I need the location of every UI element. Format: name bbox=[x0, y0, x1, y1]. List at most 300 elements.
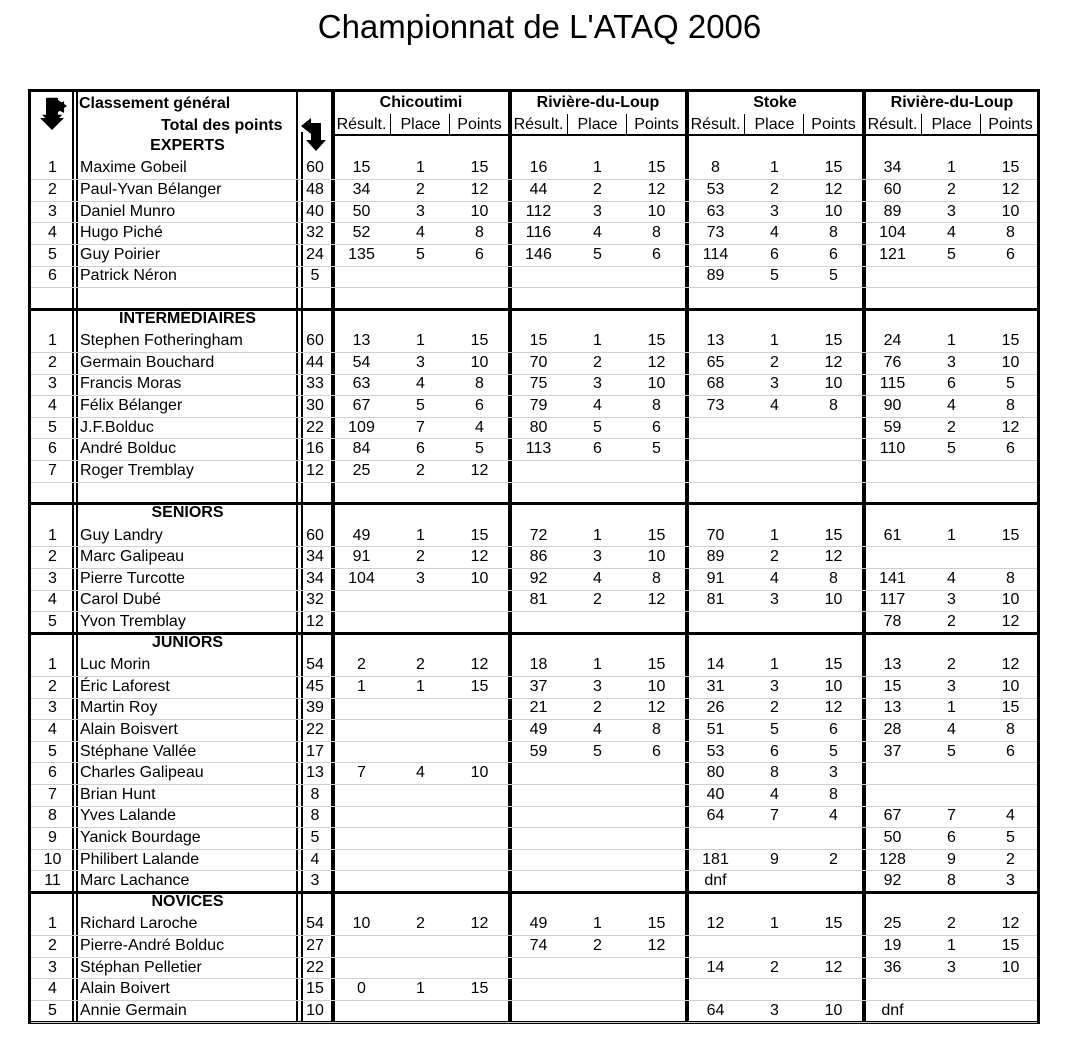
result-cell bbox=[922, 978, 981, 1000]
result-cell: 89 bbox=[883, 202, 902, 220]
result-cell: 5 bbox=[770, 720, 779, 738]
result-cell bbox=[391, 935, 450, 957]
result-cell bbox=[981, 460, 1040, 482]
column-header: Résult. bbox=[867, 115, 918, 133]
rank-cell: 3 bbox=[48, 569, 57, 587]
result-cell: 5 bbox=[947, 245, 956, 263]
result-cell: 1 bbox=[947, 699, 956, 717]
result-cell: 2 bbox=[947, 915, 956, 933]
result-cell bbox=[391, 870, 450, 892]
total-points: 54 bbox=[306, 915, 324, 933]
rank-cell: 9 bbox=[48, 828, 57, 846]
result-cell bbox=[864, 784, 921, 806]
result-cell: 9 bbox=[947, 850, 956, 868]
result-cell bbox=[745, 438, 804, 460]
result-cell: 1 bbox=[416, 677, 425, 695]
table-row bbox=[31, 611, 1037, 633]
total-points: 22 bbox=[306, 418, 324, 436]
result-cell: 4 bbox=[947, 224, 956, 242]
result-cell: 1 bbox=[947, 526, 956, 544]
result-cell: 10 bbox=[1001, 591, 1020, 609]
result-cell: 3 bbox=[416, 569, 425, 587]
competitor-name bbox=[77, 482, 301, 504]
total-points: 60 bbox=[306, 526, 324, 544]
rank-cell bbox=[31, 287, 74, 309]
result-cell: 2 bbox=[593, 699, 602, 717]
result-cell bbox=[391, 827, 450, 849]
table-row bbox=[31, 1000, 1037, 1022]
result-cell: 5 bbox=[593, 245, 602, 263]
arrow-turn-down-icon bbox=[299, 118, 327, 152]
result-cell: 3 bbox=[829, 764, 838, 782]
rank-cell: 5 bbox=[48, 245, 57, 263]
table-row bbox=[31, 438, 1037, 460]
result-cell: 91 bbox=[706, 569, 725, 587]
column-header: Place bbox=[931, 115, 972, 133]
result-cell: 8 bbox=[652, 396, 661, 414]
result-cell: 8 bbox=[475, 224, 484, 242]
result-cell: 10 bbox=[470, 569, 489, 587]
result-cell: 12 bbox=[1001, 656, 1020, 674]
result-cell bbox=[627, 762, 686, 784]
result-cell bbox=[864, 460, 921, 482]
result-cell: 10 bbox=[1001, 677, 1020, 695]
rank-cell: 5 bbox=[48, 1001, 57, 1019]
total-points: 39 bbox=[306, 699, 324, 717]
result-cell: 8 bbox=[1006, 569, 1015, 587]
result-cell bbox=[510, 827, 567, 849]
result-cell: 2 bbox=[416, 180, 425, 198]
result-cell bbox=[745, 611, 804, 633]
result-cell: 1 bbox=[416, 332, 425, 350]
result-cell: 4 bbox=[593, 720, 602, 738]
competitor-name: Yvon Tremblay bbox=[80, 612, 186, 630]
result-cell: 1 bbox=[770, 332, 779, 350]
result-cell: 15 bbox=[824, 332, 843, 350]
total-points: 5 bbox=[310, 828, 320, 846]
result-cell bbox=[333, 870, 390, 892]
category-header: SÉNIORS bbox=[151, 504, 224, 522]
result-cell: 2 bbox=[1006, 850, 1015, 868]
rank-cell: 10 bbox=[43, 850, 62, 868]
result-cell bbox=[804, 611, 863, 633]
header-total: Total des points bbox=[161, 117, 283, 134]
result-cell: 21 bbox=[529, 699, 548, 717]
result-cell: 79 bbox=[529, 396, 548, 414]
result-cell: 89 bbox=[706, 548, 725, 566]
result-cell: 109 bbox=[348, 418, 375, 436]
total-points: 34 bbox=[306, 569, 324, 587]
result-cell bbox=[568, 784, 627, 806]
result-cell bbox=[804, 460, 863, 482]
result-cell: 4 bbox=[1006, 807, 1015, 825]
result-cell: dnf bbox=[704, 872, 727, 890]
result-cell bbox=[804, 870, 863, 892]
result-cell: 34 bbox=[883, 159, 902, 177]
total-points bbox=[298, 287, 332, 309]
competitor-name: J.F.Bolduc bbox=[80, 418, 154, 436]
result-cell: 10 bbox=[1001, 958, 1020, 976]
result-cell bbox=[627, 870, 686, 892]
result-cell: 1 bbox=[947, 332, 956, 350]
result-cell: 1 bbox=[416, 159, 425, 177]
result-cell bbox=[510, 978, 567, 1000]
result-cell: 5 bbox=[1006, 375, 1015, 393]
result-cell bbox=[627, 806, 686, 828]
result-cell bbox=[568, 1000, 627, 1022]
result-cell bbox=[450, 698, 509, 720]
result-cell: 114 bbox=[702, 245, 729, 263]
result-cell bbox=[568, 266, 627, 288]
table-row bbox=[31, 417, 1037, 439]
table-row bbox=[31, 222, 1037, 244]
result-cell: 63 bbox=[706, 202, 725, 220]
result-cell bbox=[804, 482, 863, 504]
result-cell: 15 bbox=[1001, 526, 1020, 544]
result-cell: 5 bbox=[416, 396, 425, 414]
result-cell: 2 bbox=[416, 548, 425, 566]
result-cell: 15 bbox=[470, 526, 489, 544]
result-cell: 4 bbox=[770, 569, 779, 587]
table-row bbox=[31, 654, 1037, 676]
result-cell: 15 bbox=[352, 159, 371, 177]
column-header: Points bbox=[988, 115, 1033, 133]
result-cell: 6 bbox=[1006, 245, 1015, 263]
result-cell bbox=[510, 957, 567, 979]
result-cell: 15 bbox=[470, 980, 489, 998]
result-cell bbox=[510, 611, 567, 633]
result-cell bbox=[804, 287, 863, 309]
column-header: Points bbox=[811, 115, 856, 133]
competitor-name: Yanick Bourdage bbox=[80, 828, 201, 846]
competitor-name: Charles Galipeau bbox=[80, 764, 204, 782]
result-cell: 53 bbox=[706, 180, 725, 198]
result-cell: 70 bbox=[706, 526, 725, 544]
total-points: 34 bbox=[306, 548, 324, 566]
rank-cell: 8 bbox=[48, 807, 57, 825]
result-cell: 2 bbox=[416, 656, 425, 674]
result-cell bbox=[568, 978, 627, 1000]
result-cell: 8 bbox=[829, 224, 838, 242]
total-points: 22 bbox=[306, 958, 324, 976]
result-cell: 3 bbox=[770, 1001, 779, 1019]
total-points: 32 bbox=[306, 591, 324, 609]
rank-cell: 5 bbox=[48, 612, 57, 630]
result-cell bbox=[804, 438, 863, 460]
result-cell: 1 bbox=[593, 526, 602, 544]
column-header: Résult. bbox=[336, 115, 387, 133]
result-cell: 13 bbox=[883, 699, 902, 717]
result-cell bbox=[745, 870, 804, 892]
rank-cell: 2 bbox=[48, 353, 57, 371]
result-cell: 12 bbox=[470, 548, 489, 566]
rank-cell: 6 bbox=[48, 764, 57, 782]
result-cell bbox=[391, 611, 450, 633]
table-row bbox=[31, 590, 1037, 612]
result-cell: 59 bbox=[529, 742, 548, 760]
table-row bbox=[31, 827, 1037, 849]
result-cell: 5 bbox=[416, 245, 425, 263]
result-cell bbox=[687, 611, 744, 633]
result-cell: 14 bbox=[706, 958, 725, 976]
result-cell: 10 bbox=[1001, 353, 1020, 371]
result-cell: 74 bbox=[529, 936, 548, 954]
rank-cell: 3 bbox=[48, 699, 57, 717]
result-cell bbox=[864, 546, 921, 568]
total-points: 4 bbox=[310, 850, 320, 868]
result-cell: 31 bbox=[706, 677, 725, 695]
category-header: INTERMÉDIAIRES bbox=[119, 309, 256, 327]
result-cell bbox=[627, 978, 686, 1000]
result-cell bbox=[333, 590, 390, 612]
competitor-name: Félix Bélanger bbox=[80, 396, 183, 414]
total-points: 8 bbox=[310, 785, 320, 803]
result-cell: 5 bbox=[1006, 828, 1015, 846]
result-cell: 52 bbox=[352, 224, 371, 242]
total-points: 54 bbox=[306, 656, 324, 674]
rank-cell: 5 bbox=[48, 418, 57, 436]
result-cell: 10 bbox=[824, 375, 843, 393]
result-cell: 2 bbox=[770, 180, 779, 198]
result-cell: 37 bbox=[529, 677, 548, 695]
result-cell: 73 bbox=[706, 396, 725, 414]
result-cell: 1 bbox=[947, 159, 956, 177]
result-cell: 6 bbox=[947, 828, 956, 846]
result-cell bbox=[450, 827, 509, 849]
table-row bbox=[31, 741, 1037, 763]
result-cell: 3 bbox=[947, 677, 956, 695]
result-cell: 10 bbox=[824, 202, 843, 220]
result-cell: 1 bbox=[770, 656, 779, 674]
result-cell: 9 bbox=[770, 850, 779, 868]
result-cell: 3 bbox=[770, 677, 779, 695]
result-cell: 3 bbox=[593, 375, 602, 393]
arrow-down-icon bbox=[40, 96, 70, 132]
category-header: JUNIORS bbox=[151, 633, 224, 651]
result-cell bbox=[922, 546, 981, 568]
competitor-name: Richard Laroche bbox=[80, 915, 198, 933]
result-cell: 135 bbox=[348, 245, 375, 263]
total-points: 8 bbox=[310, 807, 320, 825]
category-header: EXPERTS bbox=[150, 137, 225, 154]
competitor-name: Marc Galipeau bbox=[80, 548, 185, 566]
result-cell bbox=[333, 611, 390, 633]
result-cell: 13 bbox=[706, 332, 725, 350]
competitor-name: Pierre-André Bolduc bbox=[80, 936, 225, 954]
result-cell: 12 bbox=[647, 353, 666, 371]
rank-cell: 5 bbox=[48, 742, 57, 760]
result-cell: 12 bbox=[1001, 915, 1020, 933]
result-cell bbox=[391, 719, 450, 741]
result-cell: 5 bbox=[829, 267, 838, 285]
result-cell bbox=[333, 698, 390, 720]
result-cell: 4 bbox=[416, 224, 425, 242]
result-cell: 8 bbox=[1006, 224, 1015, 242]
result-cell: 3 bbox=[770, 202, 779, 220]
result-cell: 3 bbox=[770, 591, 779, 609]
result-cell bbox=[804, 978, 863, 1000]
competitor-name: Stephen Fotheringham bbox=[80, 332, 243, 350]
result-cell: 15 bbox=[1001, 936, 1020, 954]
result-cell bbox=[687, 935, 744, 957]
result-cell: 81 bbox=[529, 591, 548, 609]
rank-cell: 4 bbox=[48, 980, 57, 998]
result-cell: 15 bbox=[883, 677, 902, 695]
table-row bbox=[31, 266, 1037, 288]
result-cell: 5 bbox=[770, 267, 779, 285]
result-cell: 110 bbox=[879, 440, 906, 458]
table-row bbox=[31, 374, 1037, 396]
result-cell bbox=[568, 460, 627, 482]
result-cell: 1 bbox=[770, 915, 779, 933]
result-cell: 8 bbox=[947, 872, 956, 890]
result-cell bbox=[922, 460, 981, 482]
result-cell: 3 bbox=[416, 202, 425, 220]
result-cell bbox=[745, 482, 804, 504]
result-cell bbox=[510, 762, 567, 784]
competitor-name bbox=[77, 287, 301, 309]
result-cell: 6 bbox=[829, 245, 838, 263]
result-cell bbox=[510, 1000, 567, 1022]
result-cell: 36 bbox=[883, 958, 902, 976]
result-cell bbox=[568, 611, 627, 633]
result-cell: 4 bbox=[947, 569, 956, 587]
result-cell: 1 bbox=[593, 656, 602, 674]
result-cell: 7 bbox=[357, 764, 366, 782]
result-cell: 2 bbox=[770, 548, 779, 566]
rank-cell: 4 bbox=[48, 720, 57, 738]
result-cell: 1 bbox=[357, 677, 366, 695]
result-cell: 3 bbox=[947, 353, 956, 371]
table-row bbox=[31, 719, 1037, 741]
result-cell: 12 bbox=[470, 180, 489, 198]
result-cell bbox=[687, 417, 744, 439]
result-cell bbox=[333, 806, 390, 828]
result-cell: 8 bbox=[652, 720, 661, 738]
result-cell: 12 bbox=[647, 180, 666, 198]
result-cell: 10 bbox=[1001, 202, 1020, 220]
rank-cell: 2 bbox=[48, 548, 57, 566]
result-cell: 12 bbox=[647, 699, 666, 717]
result-cell: 5 bbox=[947, 742, 956, 760]
rank-cell: 1 bbox=[48, 656, 57, 674]
result-cell bbox=[333, 482, 390, 504]
rank-cell: 4 bbox=[48, 224, 57, 242]
result-cell: 5 bbox=[593, 418, 602, 436]
result-cell: 3 bbox=[947, 958, 956, 976]
result-cell: 6 bbox=[947, 375, 956, 393]
result-cell bbox=[627, 482, 686, 504]
result-cell: 12 bbox=[824, 699, 843, 717]
result-cell bbox=[510, 849, 567, 871]
total-points: 60 bbox=[306, 159, 324, 177]
result-cell bbox=[745, 978, 804, 1000]
rank-cell: 3 bbox=[48, 375, 57, 393]
result-cell: 12 bbox=[470, 915, 489, 933]
result-cell: 4 bbox=[947, 720, 956, 738]
result-cell: 12 bbox=[470, 656, 489, 674]
result-cell: 25 bbox=[883, 915, 902, 933]
result-cell bbox=[627, 849, 686, 871]
total-points: 44 bbox=[306, 353, 324, 371]
result-cell: 67 bbox=[352, 396, 371, 414]
result-cell bbox=[450, 1000, 509, 1022]
competitor-name: Patrick Néron bbox=[80, 267, 177, 285]
competitor-name: Alain Boivert bbox=[80, 980, 170, 998]
result-cell: 49 bbox=[352, 526, 371, 544]
result-cell: 4 bbox=[593, 569, 602, 587]
total-points: 40 bbox=[306, 202, 324, 220]
result-cell bbox=[627, 460, 686, 482]
competitor-name: Alain Boisvert bbox=[80, 720, 178, 738]
result-cell bbox=[627, 957, 686, 979]
result-cell bbox=[333, 266, 390, 288]
result-cell: 3 bbox=[593, 677, 602, 695]
result-cell: dnf bbox=[881, 1001, 904, 1019]
table-row bbox=[31, 244, 1037, 266]
competitor-name: Stéphan Pelletier bbox=[80, 958, 202, 976]
result-cell: 28 bbox=[883, 720, 902, 738]
result-cell: 15 bbox=[529, 332, 548, 350]
total-points: 32 bbox=[306, 224, 324, 242]
total-points: 13 bbox=[306, 764, 324, 782]
result-cell: 64 bbox=[706, 1001, 725, 1019]
result-cell: 2 bbox=[357, 656, 366, 674]
competitor-name: Daniel Munro bbox=[80, 202, 176, 220]
total-points: 10 bbox=[306, 1001, 324, 1019]
competitor-name: Hugo Piché bbox=[80, 224, 163, 242]
result-cell bbox=[391, 266, 450, 288]
result-cell: 10 bbox=[470, 353, 489, 371]
result-cell: 2 bbox=[593, 180, 602, 198]
result-cell bbox=[568, 762, 627, 784]
result-cell: 4 bbox=[593, 396, 602, 414]
result-cell bbox=[981, 978, 1040, 1000]
result-cell bbox=[510, 287, 567, 309]
total-points: 5 bbox=[310, 267, 320, 285]
result-cell bbox=[391, 806, 450, 828]
rank-cell: 2 bbox=[48, 936, 57, 954]
result-cell bbox=[333, 849, 390, 871]
result-cell bbox=[864, 762, 921, 784]
result-cell: 40 bbox=[706, 785, 725, 803]
result-cell bbox=[745, 417, 804, 439]
result-cell: 6 bbox=[652, 245, 661, 263]
result-cell bbox=[745, 935, 804, 957]
result-cell bbox=[922, 266, 981, 288]
result-cell: 10 bbox=[470, 764, 489, 782]
rank-cell: 4 bbox=[48, 396, 57, 414]
result-cell bbox=[981, 1000, 1040, 1022]
rank-cell: 3 bbox=[48, 202, 57, 220]
result-cell bbox=[391, 849, 450, 871]
result-cell: 3 bbox=[593, 548, 602, 566]
result-cell: 15 bbox=[824, 159, 843, 177]
result-cell bbox=[568, 482, 627, 504]
result-cell: 10 bbox=[647, 677, 666, 695]
result-cell: 10 bbox=[470, 202, 489, 220]
table-row bbox=[31, 870, 1037, 892]
result-cell: 12 bbox=[1001, 418, 1020, 436]
column-header: Place bbox=[577, 115, 618, 133]
result-cell bbox=[450, 935, 509, 957]
result-cell: 15 bbox=[824, 915, 843, 933]
result-cell bbox=[333, 741, 390, 763]
result-cell: 44 bbox=[529, 180, 548, 198]
result-cell: 104 bbox=[348, 569, 375, 587]
result-cell: 15 bbox=[470, 159, 489, 177]
result-cell bbox=[450, 806, 509, 828]
